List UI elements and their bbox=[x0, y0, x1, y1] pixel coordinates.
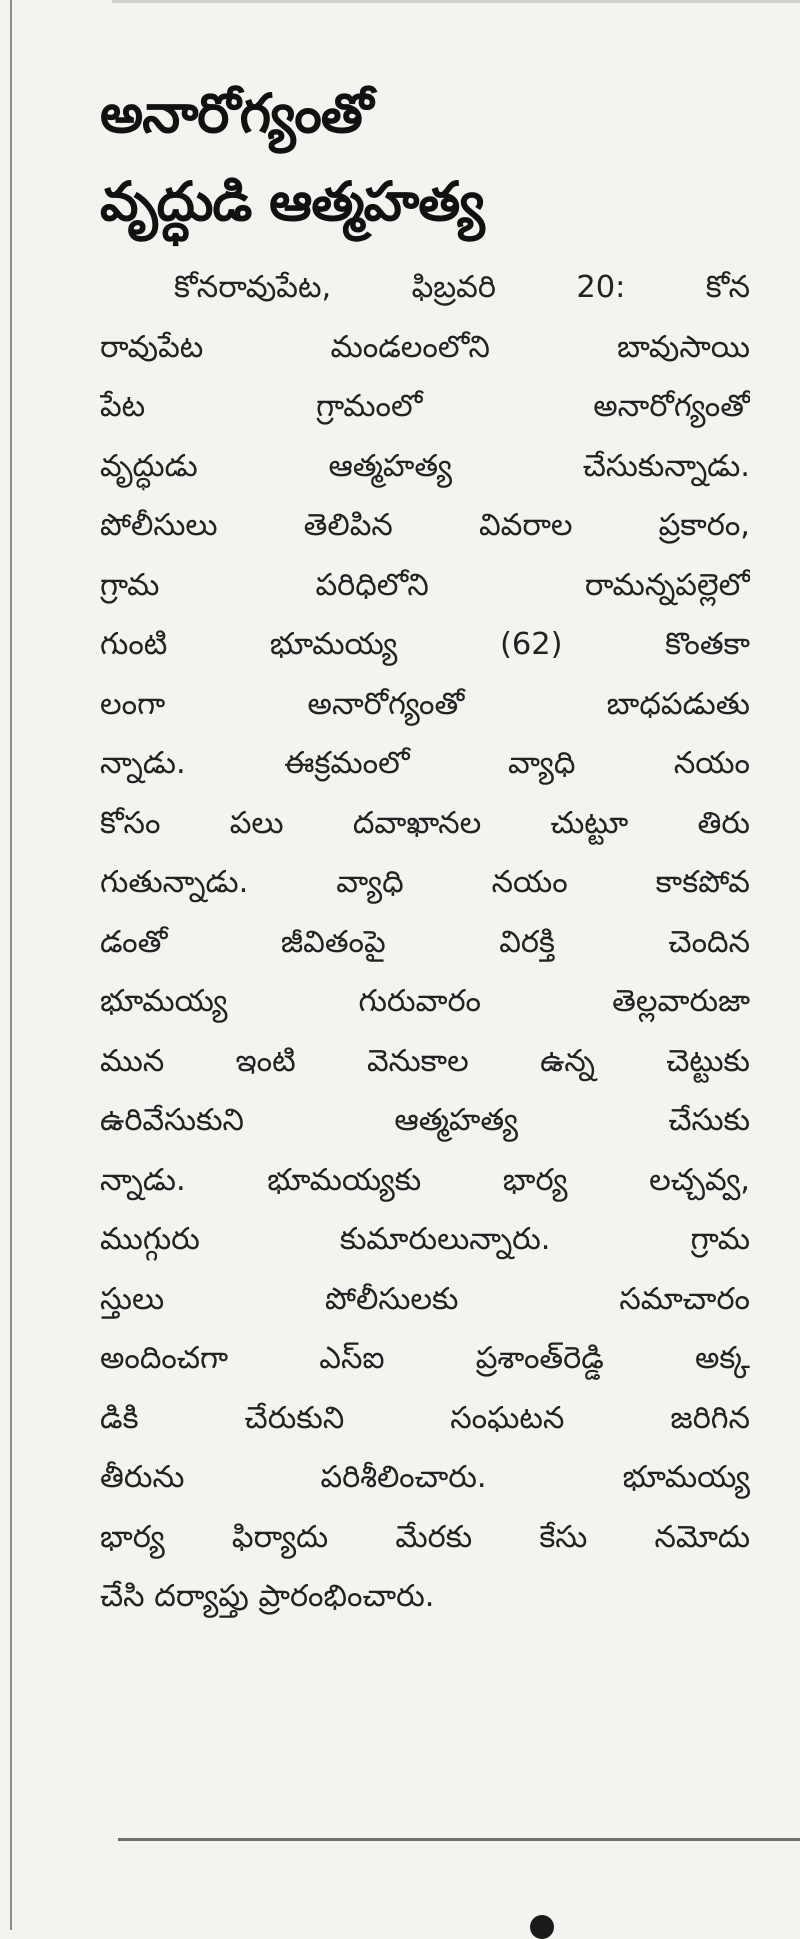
article-line: గుంటి భూమయ్య (62) కొంతకా bbox=[100, 627, 750, 662]
news-article bbox=[100, 70, 750, 1627]
article-line: ఉరివేసుకుని ఆత్మహత్య చేసుకు bbox=[100, 1103, 750, 1138]
article-line: రావుపేట మండలంలోని బావుసాయి bbox=[100, 329, 750, 365]
article-line: స్తులు పోలీసులకు సమాచారం bbox=[100, 1281, 750, 1317]
column-left-border bbox=[10, 0, 12, 1930]
article-line: మున ఇంటి వెనుకాల ఉన్న చెట్టుకు bbox=[100, 1043, 750, 1079]
article-body bbox=[100, 258, 750, 1627]
article-line: లంగా అనారోగ్యంతో బాధపడుతు bbox=[100, 686, 750, 722]
article-line: డికి చేరుకుని సంఘటన జరిగిన bbox=[100, 1400, 750, 1436]
article-line: భూమయ్య గురువారం తెల్లవారుజా bbox=[100, 984, 750, 1019]
article-line: గ్రామ పరిధిలోని రామన్నపల్లెలో bbox=[100, 567, 750, 603]
article-line: ముగ్గురు కుమారులున్నారు. గ్రామ bbox=[100, 1222, 750, 1257]
top-divider bbox=[112, 0, 800, 3]
article-line: పోలీసులు తెలిపిన వివరాల ప్రకారం, bbox=[100, 508, 750, 543]
bottom-divider bbox=[118, 1838, 800, 1841]
article-line: అందించగా ఎస్ఐ ప్రశాంత్‌రెడ్డి అక్క bbox=[100, 1341, 750, 1376]
article-line: వృద్ధుడు ఆత్మహత్య చేసుకున్నాడు. bbox=[100, 448, 750, 484]
article-line: న్నాడు. ఈక్రమంలో వ్యాధి నయం bbox=[100, 746, 750, 781]
article-line: న్నాడు. భూమయ్యకు భార్య లచ్చవ్వ, bbox=[100, 1162, 750, 1198]
next-article-glyph-fragment bbox=[530, 1915, 554, 1939]
article-line: తీరును పరిశీలించారు. భూమయ్య bbox=[100, 1460, 750, 1495]
article-line: కోనరావుపేట, ఫిబ్రవరి 20: కోన bbox=[174, 270, 750, 305]
headline-line: వృద్ధుడి ఆత్మహత్య bbox=[100, 170, 484, 233]
headline-line: అనారోగ్యంతో bbox=[100, 82, 373, 145]
article-headline bbox=[100, 70, 750, 246]
article-line: చేసి దర్యాప్తు ప్రారంభించారు. bbox=[100, 1579, 435, 1614]
article-line: గుతున్నాడు. వ్యాధి నయం కాకపోవ bbox=[100, 865, 750, 900]
article-line: భార్య ఫిర్యాదు మేరకు కేసు నమోదు bbox=[100, 1519, 750, 1555]
article-line: డంతో జీవితంపై విరక్తి చెందిన bbox=[100, 924, 750, 960]
article-line: కోసం పలు దవాఖానల చుట్టూ తిరు bbox=[100, 805, 750, 841]
article-line: పేట గ్రామంలో అనారోగ్యంతో bbox=[100, 389, 750, 424]
